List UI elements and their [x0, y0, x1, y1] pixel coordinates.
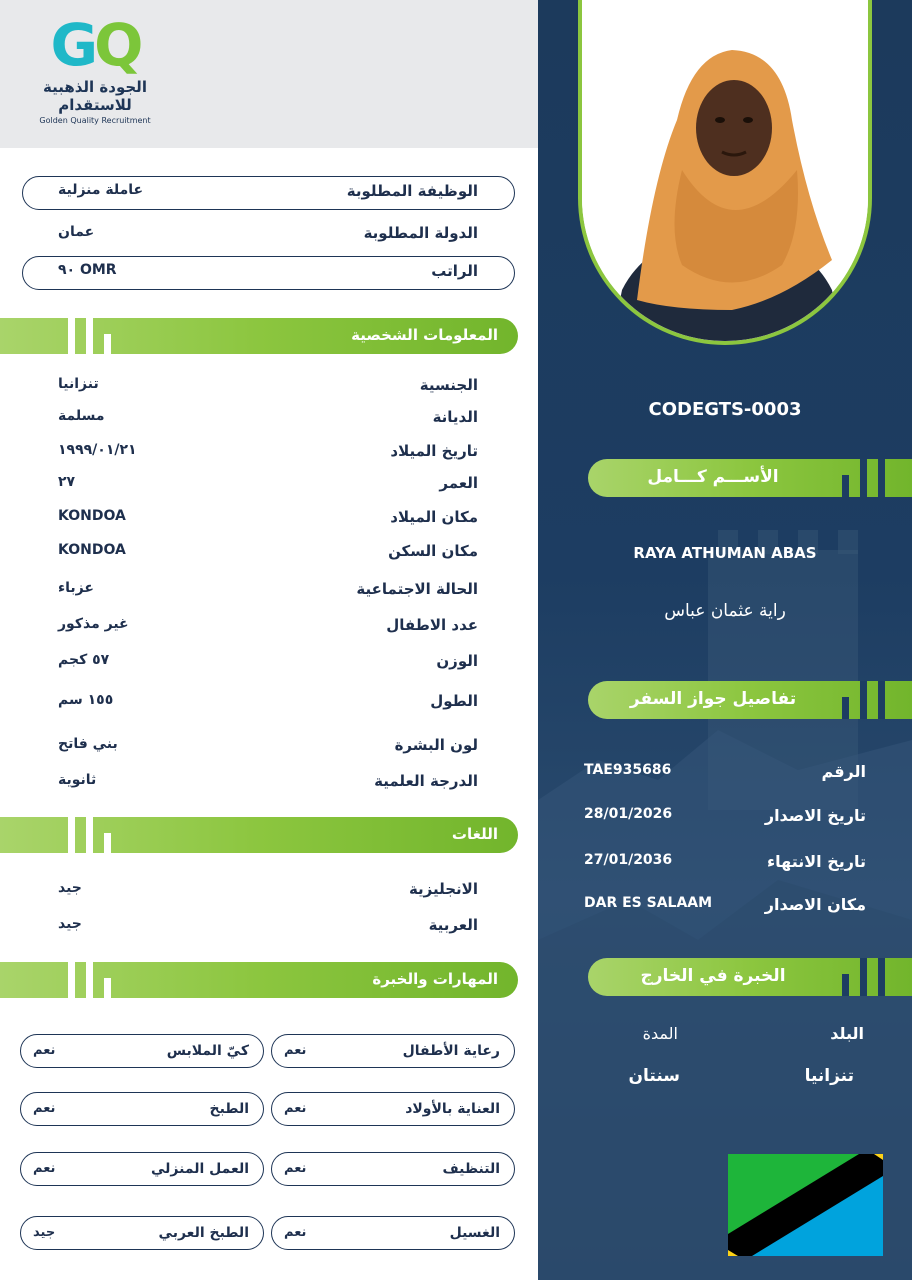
language-row-label: العربية	[428, 916, 478, 934]
skill-label: كيّ الملابس	[166, 1043, 249, 1059]
job-row	[58, 182, 478, 212]
personal-row-label: الحالة الاجتماعية	[356, 580, 478, 598]
skill-value: جيد	[33, 1225, 56, 1240]
salary-row	[58, 262, 478, 292]
personal-row	[58, 692, 478, 722]
passport-row-label: تاريخ الانتهاء	[766, 852, 866, 871]
skill-label: التنظيف	[442, 1161, 500, 1177]
personal-row	[58, 376, 478, 406]
personal-row-value: KONDOA	[58, 542, 126, 558]
personal-row-label: الجنسية	[419, 376, 478, 394]
right-panel	[538, 0, 912, 1280]
language-row-value: جيد	[58, 916, 82, 932]
skill-value: نعم	[284, 1101, 307, 1116]
passport-row	[584, 762, 866, 792]
passport-row	[584, 852, 866, 882]
personal-row-value: ٥٧ كجم	[58, 652, 110, 668]
passport-row	[584, 895, 866, 925]
candidate-code: CODEGTS-0003	[648, 399, 802, 420]
languages-title: اللغات	[451, 825, 498, 843]
passport-header	[588, 681, 912, 719]
tanzania-flag-icon	[728, 1154, 883, 1256]
personal-row-label: تاريخ الميلاد	[390, 442, 478, 460]
passport-row-value: DAR ES SALAAM	[584, 895, 713, 911]
personal-row-value: ١٩٩٩/٠١/٢١	[58, 442, 137, 458]
full-name-title: الأســـم كـــامل	[647, 467, 779, 487]
personal-row-label: الدرجة العلمية	[374, 772, 478, 790]
personal-row-label: الطول	[430, 692, 478, 710]
country-label: الدولة المطلوبة	[363, 224, 478, 242]
personal-row	[58, 580, 478, 610]
personal-row-value: KONDOA	[58, 508, 126, 524]
skill-item	[271, 1152, 515, 1186]
experience-title: الخبرة في الخارج	[640, 966, 786, 986]
personal-row-label: الوزن	[436, 652, 478, 670]
skill-label: العمل المنزلي	[151, 1161, 249, 1177]
skill-item	[20, 1152, 264, 1186]
skill-value: نعم	[284, 1225, 307, 1240]
language-row	[58, 880, 478, 910]
skill-item	[20, 1216, 264, 1250]
experience-duration-value: سنتان	[628, 1066, 680, 1086]
experience-country-label: البلد	[830, 1024, 864, 1043]
skill-value: نعم	[33, 1101, 56, 1116]
skill-item	[20, 1034, 264, 1068]
personal-row-value: ١٥٥ سم	[58, 692, 114, 708]
passport-row-value: 27/01/2036	[584, 852, 673, 868]
skill-value: نعم	[284, 1161, 307, 1176]
personal-row	[58, 542, 478, 572]
logo-band	[0, 0, 538, 148]
personal-row	[58, 408, 478, 438]
experience-header	[588, 958, 912, 996]
personal-row	[58, 772, 478, 802]
skill-value: نعم	[33, 1043, 56, 1058]
profile-photo-frame	[578, 0, 872, 345]
personal-row	[58, 616, 478, 646]
experience-duration-label: المدة	[642, 1024, 678, 1043]
skill-label: العناية بالأولاد	[405, 1101, 500, 1117]
skill-item	[20, 1092, 264, 1126]
personal-row-label: لون البشرة	[394, 736, 478, 754]
passport-row-value: TAE935686	[584, 762, 672, 778]
personal-row-label: الديانة	[432, 408, 478, 426]
personal-info-header	[0, 318, 518, 354]
personal-row-label: مكان الميلاد	[390, 508, 478, 526]
job-value: عاملة منزلية	[58, 182, 144, 198]
languages-header	[0, 817, 518, 853]
logo-arabic-text: الجودة الذهبية للاستقدام	[43, 78, 147, 114]
gq-logo-mark: GQ	[50, 11, 140, 79]
personal-row-value: ٢٧	[58, 474, 76, 490]
country-row	[58, 224, 478, 254]
profile-photo	[582, 0, 868, 341]
skills-title: المهارات والخبرة	[372, 970, 498, 988]
name-english: RAYA ATHUMAN ABAS	[633, 544, 817, 562]
salary-label: الراتب	[431, 262, 478, 280]
passport-title: تفاصيل جواز السفر	[629, 689, 797, 709]
skill-value: نعم	[33, 1161, 56, 1176]
personal-row-value: عزباء	[58, 580, 94, 596]
personal-row-value: بني فاتح	[58, 736, 118, 752]
personal-row-label: العمر	[439, 474, 478, 492]
passport-row-label: مكان الاصدار	[764, 895, 866, 914]
passport-row-label: تاريخ الاصدار	[764, 806, 866, 825]
passport-row	[584, 806, 866, 836]
company-logo	[30, 12, 160, 125]
personal-row-value: مسلمة	[58, 408, 105, 424]
logo-english-text: Golden Quality Recruitment	[39, 116, 151, 125]
language-row	[58, 916, 478, 946]
skill-item	[271, 1092, 515, 1126]
personal-row-value: غير مذكور	[58, 616, 129, 632]
job-label: الوظيفة المطلوبة	[346, 182, 478, 200]
skill-label: الطبخ العربي	[158, 1225, 249, 1241]
personal-row-label: عدد الاطفال	[386, 616, 478, 634]
language-row-label: الانجليزية	[408, 880, 478, 898]
skill-value: نعم	[284, 1043, 307, 1058]
salary-value: OMR ٩٠	[58, 262, 117, 278]
skill-item	[271, 1216, 515, 1250]
passport-row-label: الرقم	[821, 762, 866, 781]
passport-row-value: 28/01/2026	[584, 806, 673, 822]
skills-header	[0, 962, 518, 998]
skill-label: الغسيل	[449, 1225, 500, 1241]
full-name-header	[588, 459, 912, 497]
personal-row-value: ثانوية	[58, 772, 97, 788]
experience-country-value: تنزانيا	[804, 1066, 854, 1086]
country-value: عمان	[58, 224, 95, 240]
personal-row	[58, 508, 478, 538]
language-row-value: جيد	[58, 880, 82, 896]
personal-row	[58, 442, 478, 472]
name-arabic: راية عثمان عباس	[664, 601, 786, 621]
skill-label: الطبخ	[209, 1101, 249, 1117]
personal-row-value: تنزانيا	[58, 376, 99, 392]
personal-row	[58, 652, 478, 682]
personal-info-title: المعلومات الشخصية	[351, 326, 498, 344]
personal-row-label: مكان السكن	[388, 542, 478, 560]
skill-item	[271, 1034, 515, 1068]
personal-row	[58, 474, 478, 504]
skill-label: رعاية الأطفال	[402, 1043, 500, 1059]
personal-row	[58, 736, 478, 766]
